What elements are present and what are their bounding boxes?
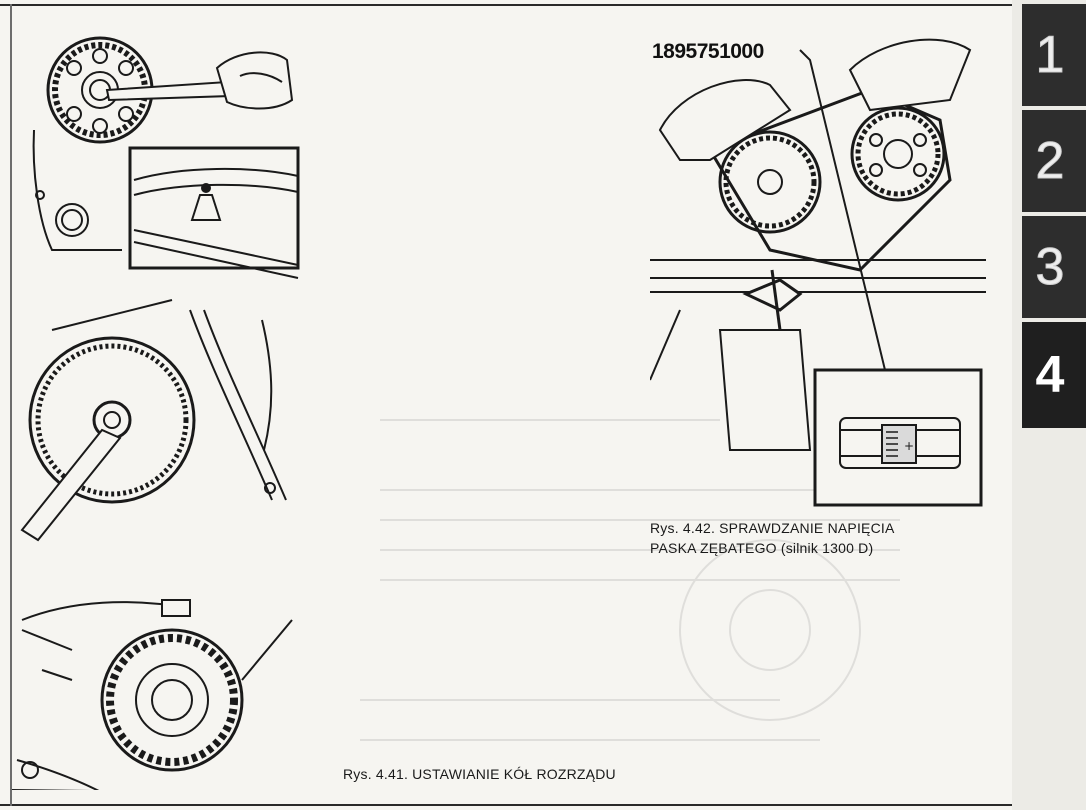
part-number-label: 1895751000 [652,40,764,63]
chapter-tab-4[interactable]: 4 [1022,322,1086,428]
timing-gears-illustration [12,20,304,790]
top-rule [0,4,1012,6]
crankshaft-pulley-drawing [22,300,286,540]
chapter-tab-2[interactable]: 2 [1022,110,1086,212]
figure-442-caption-line1: Rys. 4.42. SPRAWDZANIE NAPIĘCIA [650,520,895,536]
svg-text:+: + [904,439,915,453]
figure-442-caption-line2: PASKA ZĘBATEGO (silnik 1300 D) [650,540,874,556]
belt-tension-illustration [650,30,986,510]
figure-442-caption [650,518,990,558]
chapter-tab-3[interactable]: 3 [1022,216,1086,318]
timing-mark-inset [130,148,298,278]
chapter-tab-1[interactable]: 1 [1022,4,1086,106]
bottom-rule [0,804,1012,806]
chapter-tabs [1022,0,1086,430]
figure-441-caption: Rys. 4.41. USTAWIANIE KÓŁ ROZRZĄDU [343,766,616,782]
gear-alignment-drawing [12,600,292,790]
